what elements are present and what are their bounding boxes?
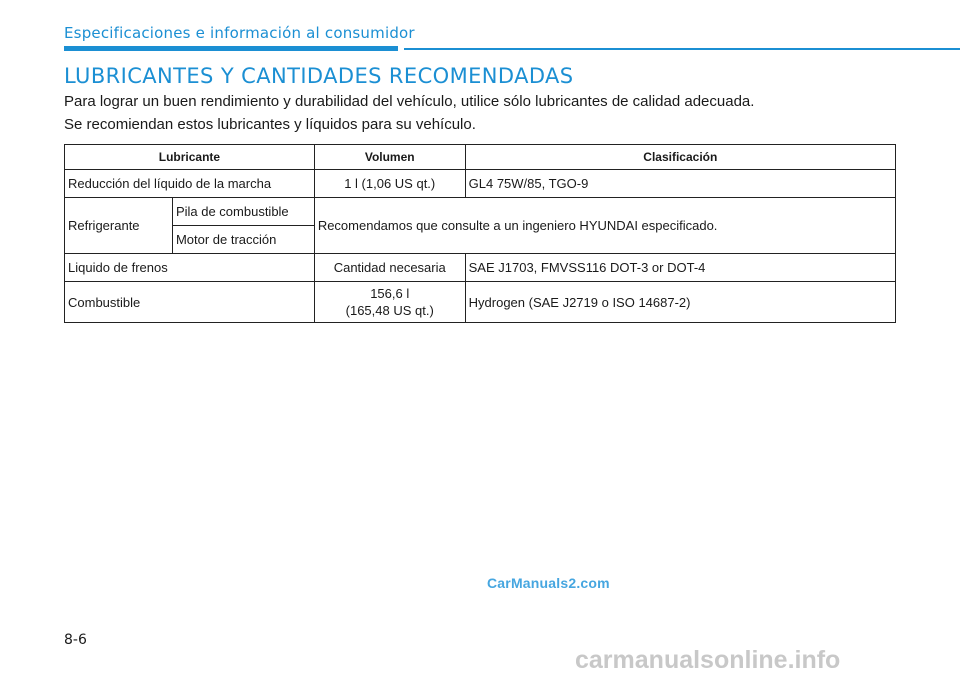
table-row xyxy=(65,170,896,198)
cell-volume: 1 l (1,06 US qt.) xyxy=(314,170,465,198)
cell-sub-lubricant: Motor de tracción xyxy=(172,226,314,254)
cell-classification: Recomendamos que consulte a un ingeniero HYUNDAI especificado. xyxy=(314,198,895,254)
page-number: 8-6 xyxy=(64,632,87,648)
header-volume: Volumen xyxy=(314,145,465,170)
cell-classification: GL4 75W/85, TGO-9 xyxy=(465,170,895,198)
cell-volume-line-1: 156,6 l xyxy=(370,286,410,301)
header-classification: Clasificación xyxy=(465,145,895,170)
header-rule-thin xyxy=(404,48,960,50)
header-rule-thick xyxy=(64,46,398,51)
chapter-title: Especificaciones e información al consumidor xyxy=(64,24,415,42)
cell-classification: SAE J1703, FMVSS116 DOT-3 or DOT-4 xyxy=(465,254,895,282)
cell-lubricant: Refrigerante xyxy=(65,198,173,254)
cell-classification: Hydrogen (SAE J2719 o ISO 14687-2) xyxy=(465,282,895,323)
cell-lubricant: Combustible xyxy=(65,282,315,323)
cell-volume xyxy=(314,282,465,323)
cell-volume-line-2: (165,48 US qt.) xyxy=(345,303,434,318)
section-title: LUBRICANTES Y CANTIDADES RECOMENDADAS xyxy=(64,64,574,88)
cell-volume: Cantidad necesaria xyxy=(314,254,465,282)
table-header-row xyxy=(65,145,896,170)
intro-line-2: Se recomiendan estos lubricantes y líquidos para su vehículo. xyxy=(64,116,476,133)
cell-sub-lubricant: Pila de combustible xyxy=(172,198,314,226)
table-row xyxy=(65,198,896,226)
header-lubricant: Lubricante xyxy=(65,145,315,170)
footer-watermark: carmanualsonline.info xyxy=(575,646,841,674)
intro-line-1: Para lograr un buen rendimiento y durabilidad del vehículo, utilice sólo lubricantes de calidad adecuada. xyxy=(64,93,755,110)
cell-lubricant: Liquido de frenos xyxy=(65,254,315,282)
table-row xyxy=(65,282,896,323)
lubricants-table xyxy=(64,144,896,323)
watermark-link[interactable]: CarManuals2.com xyxy=(487,575,610,591)
table-row xyxy=(65,254,896,282)
cell-lubricant: Reducción del líquido de la marcha xyxy=(65,170,315,198)
